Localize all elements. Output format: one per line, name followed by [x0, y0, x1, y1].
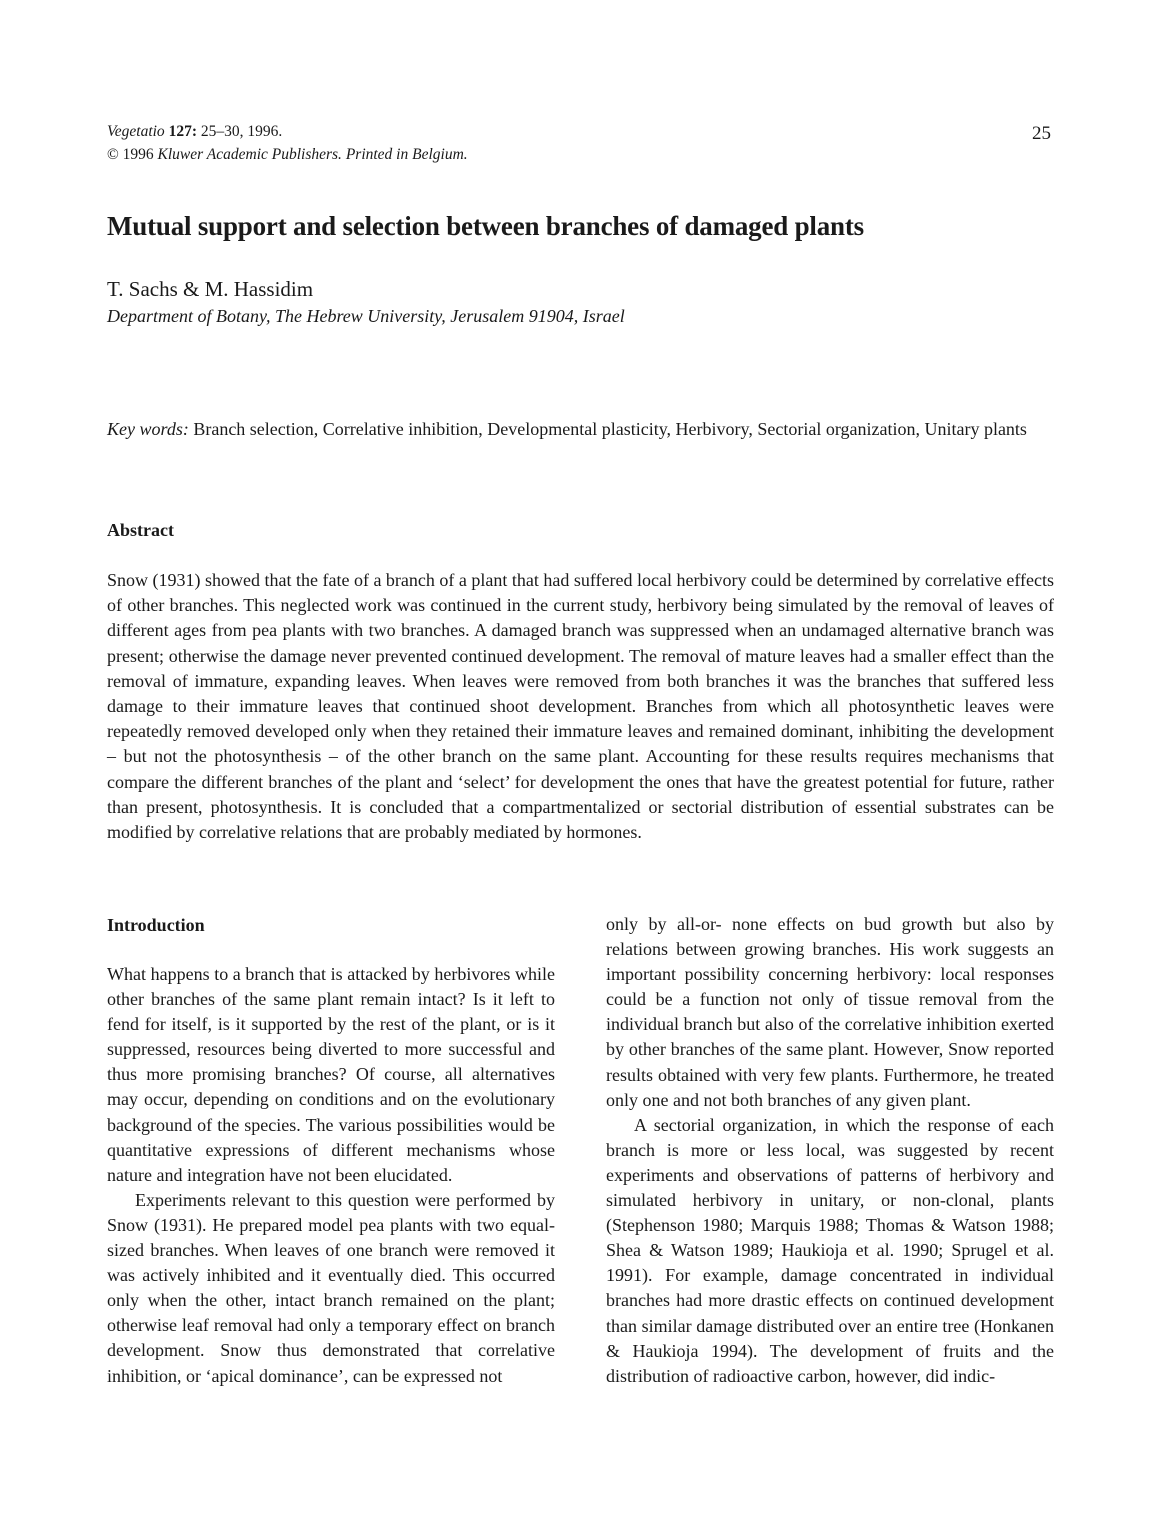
body-column-right [606, 912, 1054, 1389]
body-column-left [107, 962, 555, 1389]
paragraph: A sectorial organization, in which the response of each branch is more or less local, was suggested by recent experiments and observations of patterns of herbivory and simulated herbivory in unitary, or non-clonal, plants (Stephenson 1980; Marquis 1988; Thomas & Watson 1988; Shea & Watson 1989; Haukioja et al. 1990; Sprugel et al. 1991). For example, damage concentrated in individual branches had more drastic effects on continued development than similar damage distributed over an entire tree (Honkanen & Haukioja 1994). The development of fruits and the distribution of radioactive carbon, however, did indic- [606, 1114, 1054, 1386]
journal-name: Vegetatio [107, 123, 165, 140]
paragraph: only by all-or- none effects on bud growth but also by relations between growing branches. His work suggests an important possibility concerning herbivory: local responses could be a function not only of tissue removal from the individual branch but also of the correlative inhibition exerted by other branches of the same plant. However, Snow reported results obtained with very few plants. Furthermore, he treated only one and not both branches of any given plant. [606, 914, 1054, 1110]
abstract-heading: Abstract [107, 520, 174, 540]
keywords-text: Branch selection, Correlative inhibition, Developmental plasticity, Herbivory, Sectorial organization, Unitary plants [193, 419, 1027, 439]
copyright-symbol: © [107, 146, 119, 163]
abstract-text: Snow (1931) showed that the fate of a branch of a plant that had suffered local herbivory could be determined by correlative effects of other branches. This neglected work was continued in the current study, herbivory being simulated by the removal of leaves of different ages from pea plants with two branches. A damaged branch was suppressed when an undamaged alternative branch was present; otherwise the damage never prevented continued development. The removal of mature leaves had a smaller effect than the removal of immature, expanding leaves. When leaves were removed from both branches it was the branches that suffered less damage to their immature leaves that continued shoot development. Branches from which all photosynthetic leaves were repeatedly removed developed only when they retained their immature leaves and remained dominant, inhibiting the development – but not the photosynthesis – of the other branch on the same plant. Accounting for these results requires mechanisms that compare the different branches of the plant and ‘select’ for development the ones that have the greatest potential for future, rather than present, photosynthesis. It is concluded that a compartmentalized or sectorial distribution of essential substrates can be modified by correlative relations that are probably mediated by hormones. [107, 570, 1054, 843]
article-title: Mutual support and selection between branches of damaged plants [107, 211, 864, 241]
journal-citation [107, 121, 282, 143]
paragraph: What happens to a branch that is attacked by herbivores while other branches of the same plant remain intact? Is it left to fend for itself, is it supported by the rest of the plant, or is it suppressed, resources being diverted to more successful and thus more promising branches? Of course, all alternatives may occur, depending on conditions and on the evolutionary background of the species. The various possibilities would be quantitative expressions of different mechanisms whose nature and integration have not been elucidated. [107, 964, 555, 1185]
keywords-label: Key words: [107, 419, 189, 439]
copyright-line [107, 144, 468, 166]
journal-volume: 127: [168, 123, 197, 140]
keywords [107, 417, 1057, 443]
page-number: 25 [1032, 123, 1051, 144]
journal-pages-year: 25–30, 1996. [200, 123, 283, 140]
article-authors: T. Sachs & M. Hassidim [107, 277, 314, 301]
printed-location: Printed in Belgium. [345, 146, 468, 163]
copyright-year: 1996 [122, 146, 154, 163]
publisher-name: Kluwer Academic Publishers. [157, 146, 342, 163]
author-affiliation: Department of Botany, The Hebrew University, Jerusalem 91904, Israel [107, 306, 625, 326]
introduction-heading: Introduction [107, 915, 205, 935]
paragraph: Experiments relevant to this question were performed by Snow (1931). He prepared model pea plants with two equal-sized branches. When leaves of one branch were removed it was actively inhibited and it eventually died. This occurred only when the other, intact branch remained on the plant; otherwise leaf removal had only a temporary effect on branch development. Snow thus demonstrated that correlative inhibition, or ‘apical dominance’, can be expressed not [107, 1189, 555, 1386]
